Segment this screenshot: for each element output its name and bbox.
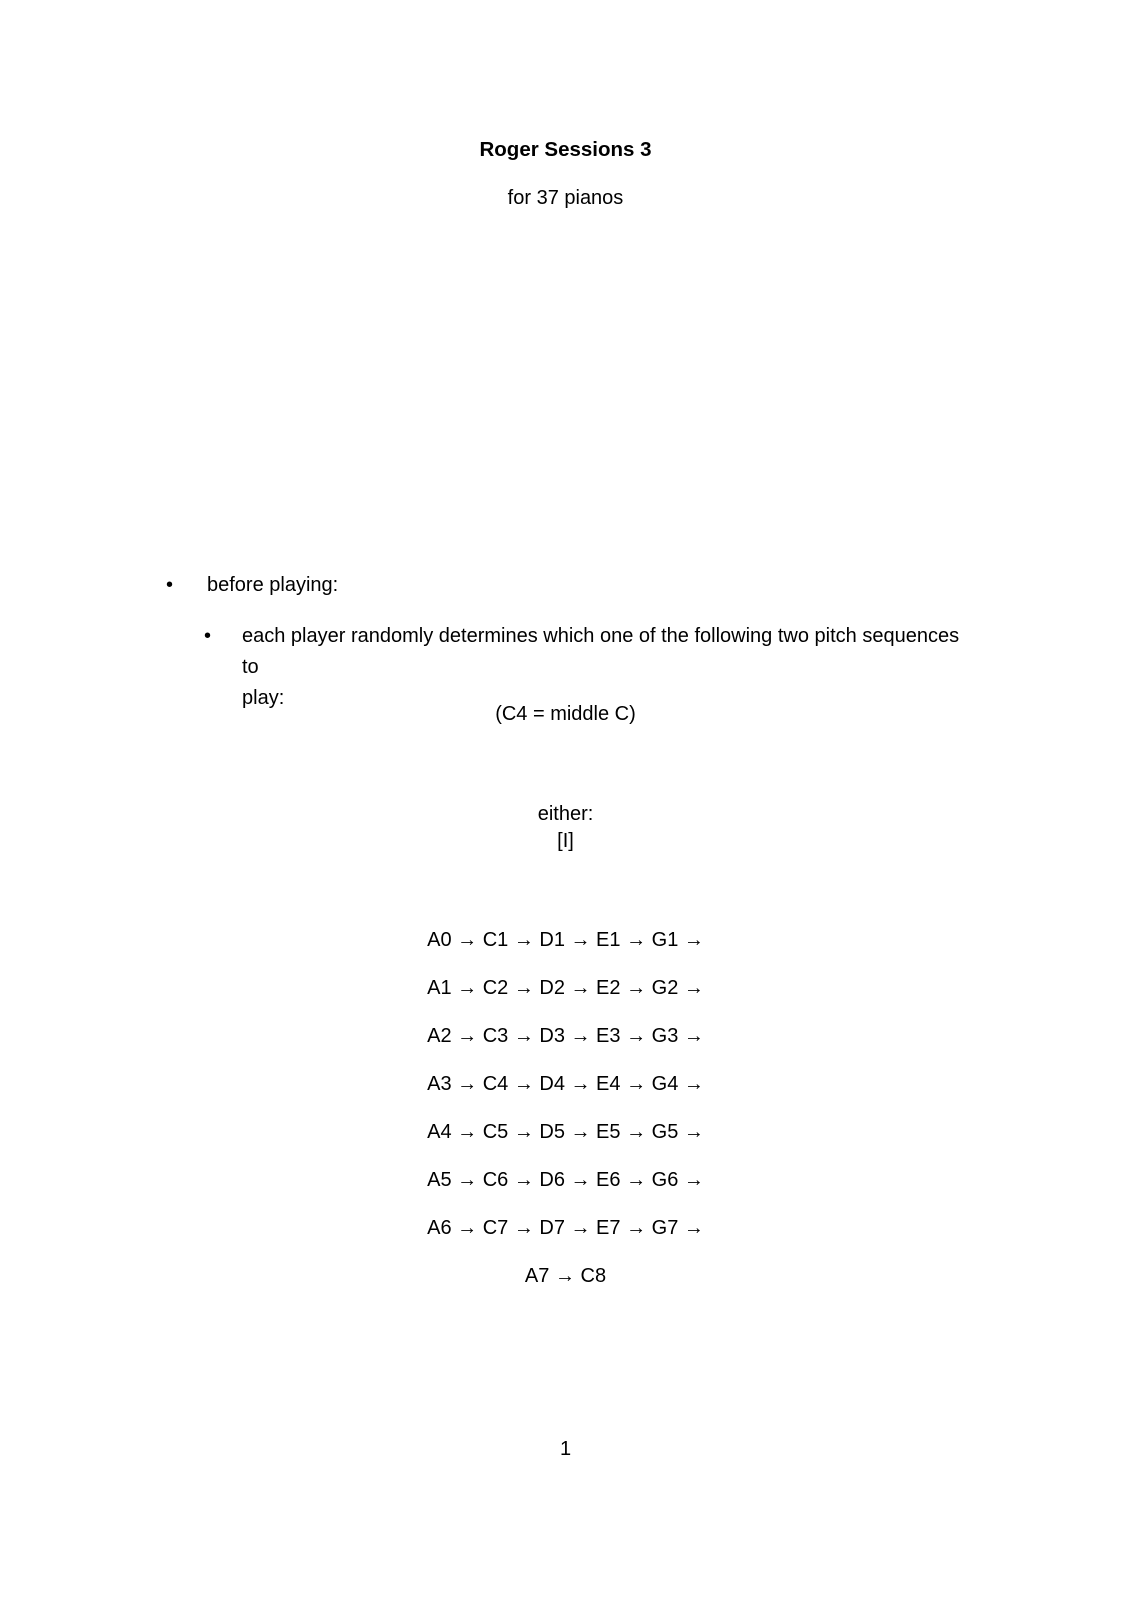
pitch-sequence-row: A3 → C4 → D4 → E4 → G4 → xyxy=(427,1073,704,1095)
pitch-sequence-row: A6 → C7 → D7 → E7 → G7 → xyxy=(427,1217,704,1239)
document-subtitle: for 37 pianos xyxy=(507,187,624,209)
bullet-text-line-1: each player randomly determines which one of the following two pitch sequences to xyxy=(242,625,960,678)
pitch-sequence-row: A2 → C3 → D3 → E3 → G3 → xyxy=(427,1025,704,1047)
bullet-text-line-2: play: xyxy=(242,687,285,709)
bullet-icon: • xyxy=(166,574,174,596)
pitch-sequence-row: A5 → C6 → D6 → E6 → G6 → xyxy=(427,1169,704,1191)
bullet-text: before playing: xyxy=(207,574,339,596)
pitch-sequence-row: A1 → C2 → D2 → E2 → G2 → xyxy=(427,977,704,999)
either-label: either: xyxy=(537,803,594,825)
page-number: 1 xyxy=(559,1438,572,1460)
pitch-sequence-list xyxy=(0,916,1131,1300)
pitch-sequence-row: A4 → C5 → D5 → E5 → G5 → xyxy=(427,1121,704,1143)
pitch-reference-note: (C4 = middle C) xyxy=(495,703,636,725)
document-title: Roger Sessions 3 xyxy=(479,138,652,161)
sequence-roman-numeral-label: [I] xyxy=(557,830,574,852)
bullet-icon: • xyxy=(204,625,212,647)
bullet-item-before-playing xyxy=(166,572,338,598)
pitch-sequence-row: A0 → C1 → D1 → E1 → G1 → xyxy=(427,929,704,951)
pitch-sequence-row: A7 → C8 xyxy=(524,1265,607,1287)
